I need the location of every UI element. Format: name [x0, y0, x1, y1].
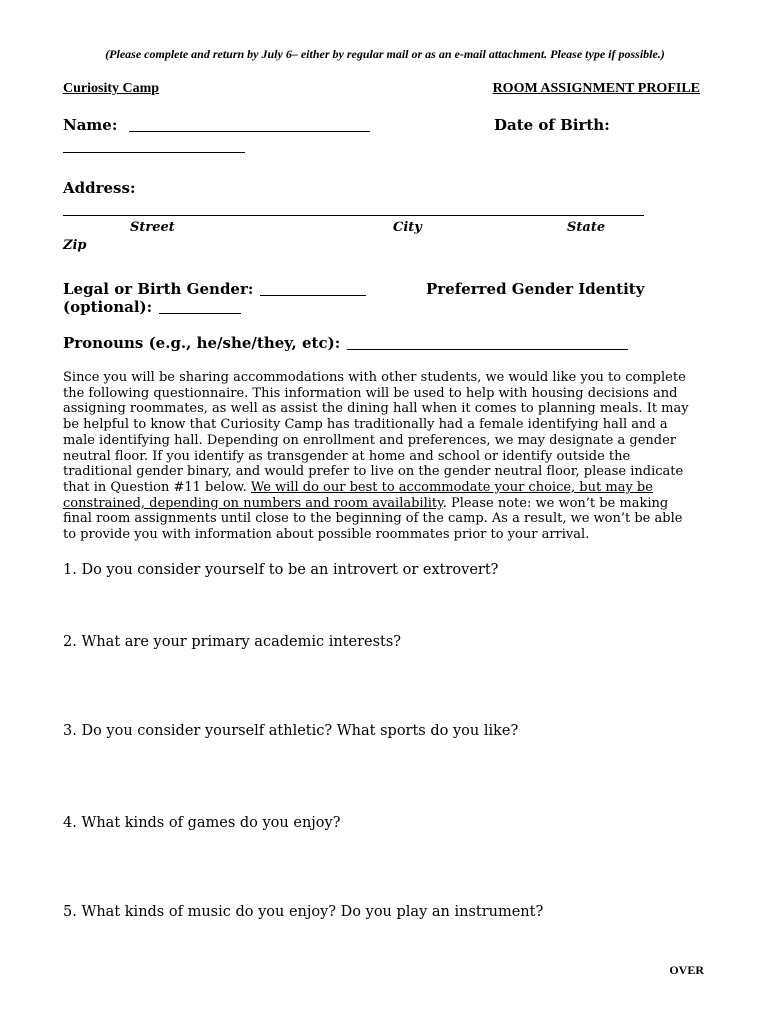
optional-label: (optional): [63, 298, 153, 316]
address-label: Address: [63, 179, 136, 197]
dob-field-line[interactable] [63, 152, 245, 153]
question-5: 5. What kinds of music do you enjoy? Do you play an instrument? [63, 904, 544, 920]
camp-name: Curiosity Camp [63, 81, 160, 96]
name-field-line[interactable] [129, 131, 370, 132]
street-sublabel: Street [130, 220, 175, 235]
return-instructions: (Please complete and return by July 6– either by regular mail or as an e-mail attachment. Please type if possible.) [105, 47, 665, 61]
zip-sublabel: Zip [63, 238, 87, 253]
pronouns-label: Pronouns (e.g., he/she/they, etc): [63, 334, 341, 352]
question-1: 1. Do you consider yourself to be an introvert or extrovert? [63, 562, 499, 578]
dob-label: Date of Birth: [494, 116, 610, 134]
intro-text-after: . Please note: we won’t be making final room assignments until close to the beginning of the camp. As a result, we won’t be able to provide you with information about possible roommates prior to your arrival. [63, 495, 683, 543]
city-sublabel: City [393, 220, 422, 235]
intro-paragraph [63, 370, 713, 543]
legal-gender-label: Legal or Birth Gender: [63, 280, 254, 298]
preferred-gender-label: Preferred Gender Identity [426, 280, 645, 298]
preferred-gender-field-line[interactable] [159, 313, 241, 314]
form-title: ROOM ASSIGNMENT PROFILE [492, 81, 700, 96]
question-4: 4. What kinds of games do you enjoy? [63, 815, 341, 831]
address-field-line[interactable] [63, 215, 644, 216]
question-3: 3. Do you consider yourself athletic? What sports do you like? [63, 723, 519, 739]
question-2: 2. What are your primary academic interests? [63, 634, 402, 650]
intro-text-before: Since you will be sharing accommodations with other students, we would like you to complete the following questionnaire. This information will be used to help with housing decisions and assigning roommates, as well as assist the dining hall when it comes to planning meals. It may be helpful to know that Curiosity Camp has traditionally had a female identifying hall and a male identifying hall. Depending on enrollment and preferences, we may designate a gender neutral floor. If you identify as transgender at home and school or identify outside the traditional gender binary, and would prefer to live on the gender neutral floor, please indicate that in Question #11 below. [63, 370, 689, 495]
over-label: OVER [669, 963, 704, 977]
state-sublabel: State [567, 220, 606, 235]
name-label: Name: [63, 116, 118, 134]
legal-gender-field-line[interactable] [260, 295, 366, 296]
pronouns-field-line[interactable] [347, 349, 628, 350]
intro-text-underlined: We will do our best to accommodate your choice, but may be constrained, depending on numbers and room availability [63, 479, 653, 511]
